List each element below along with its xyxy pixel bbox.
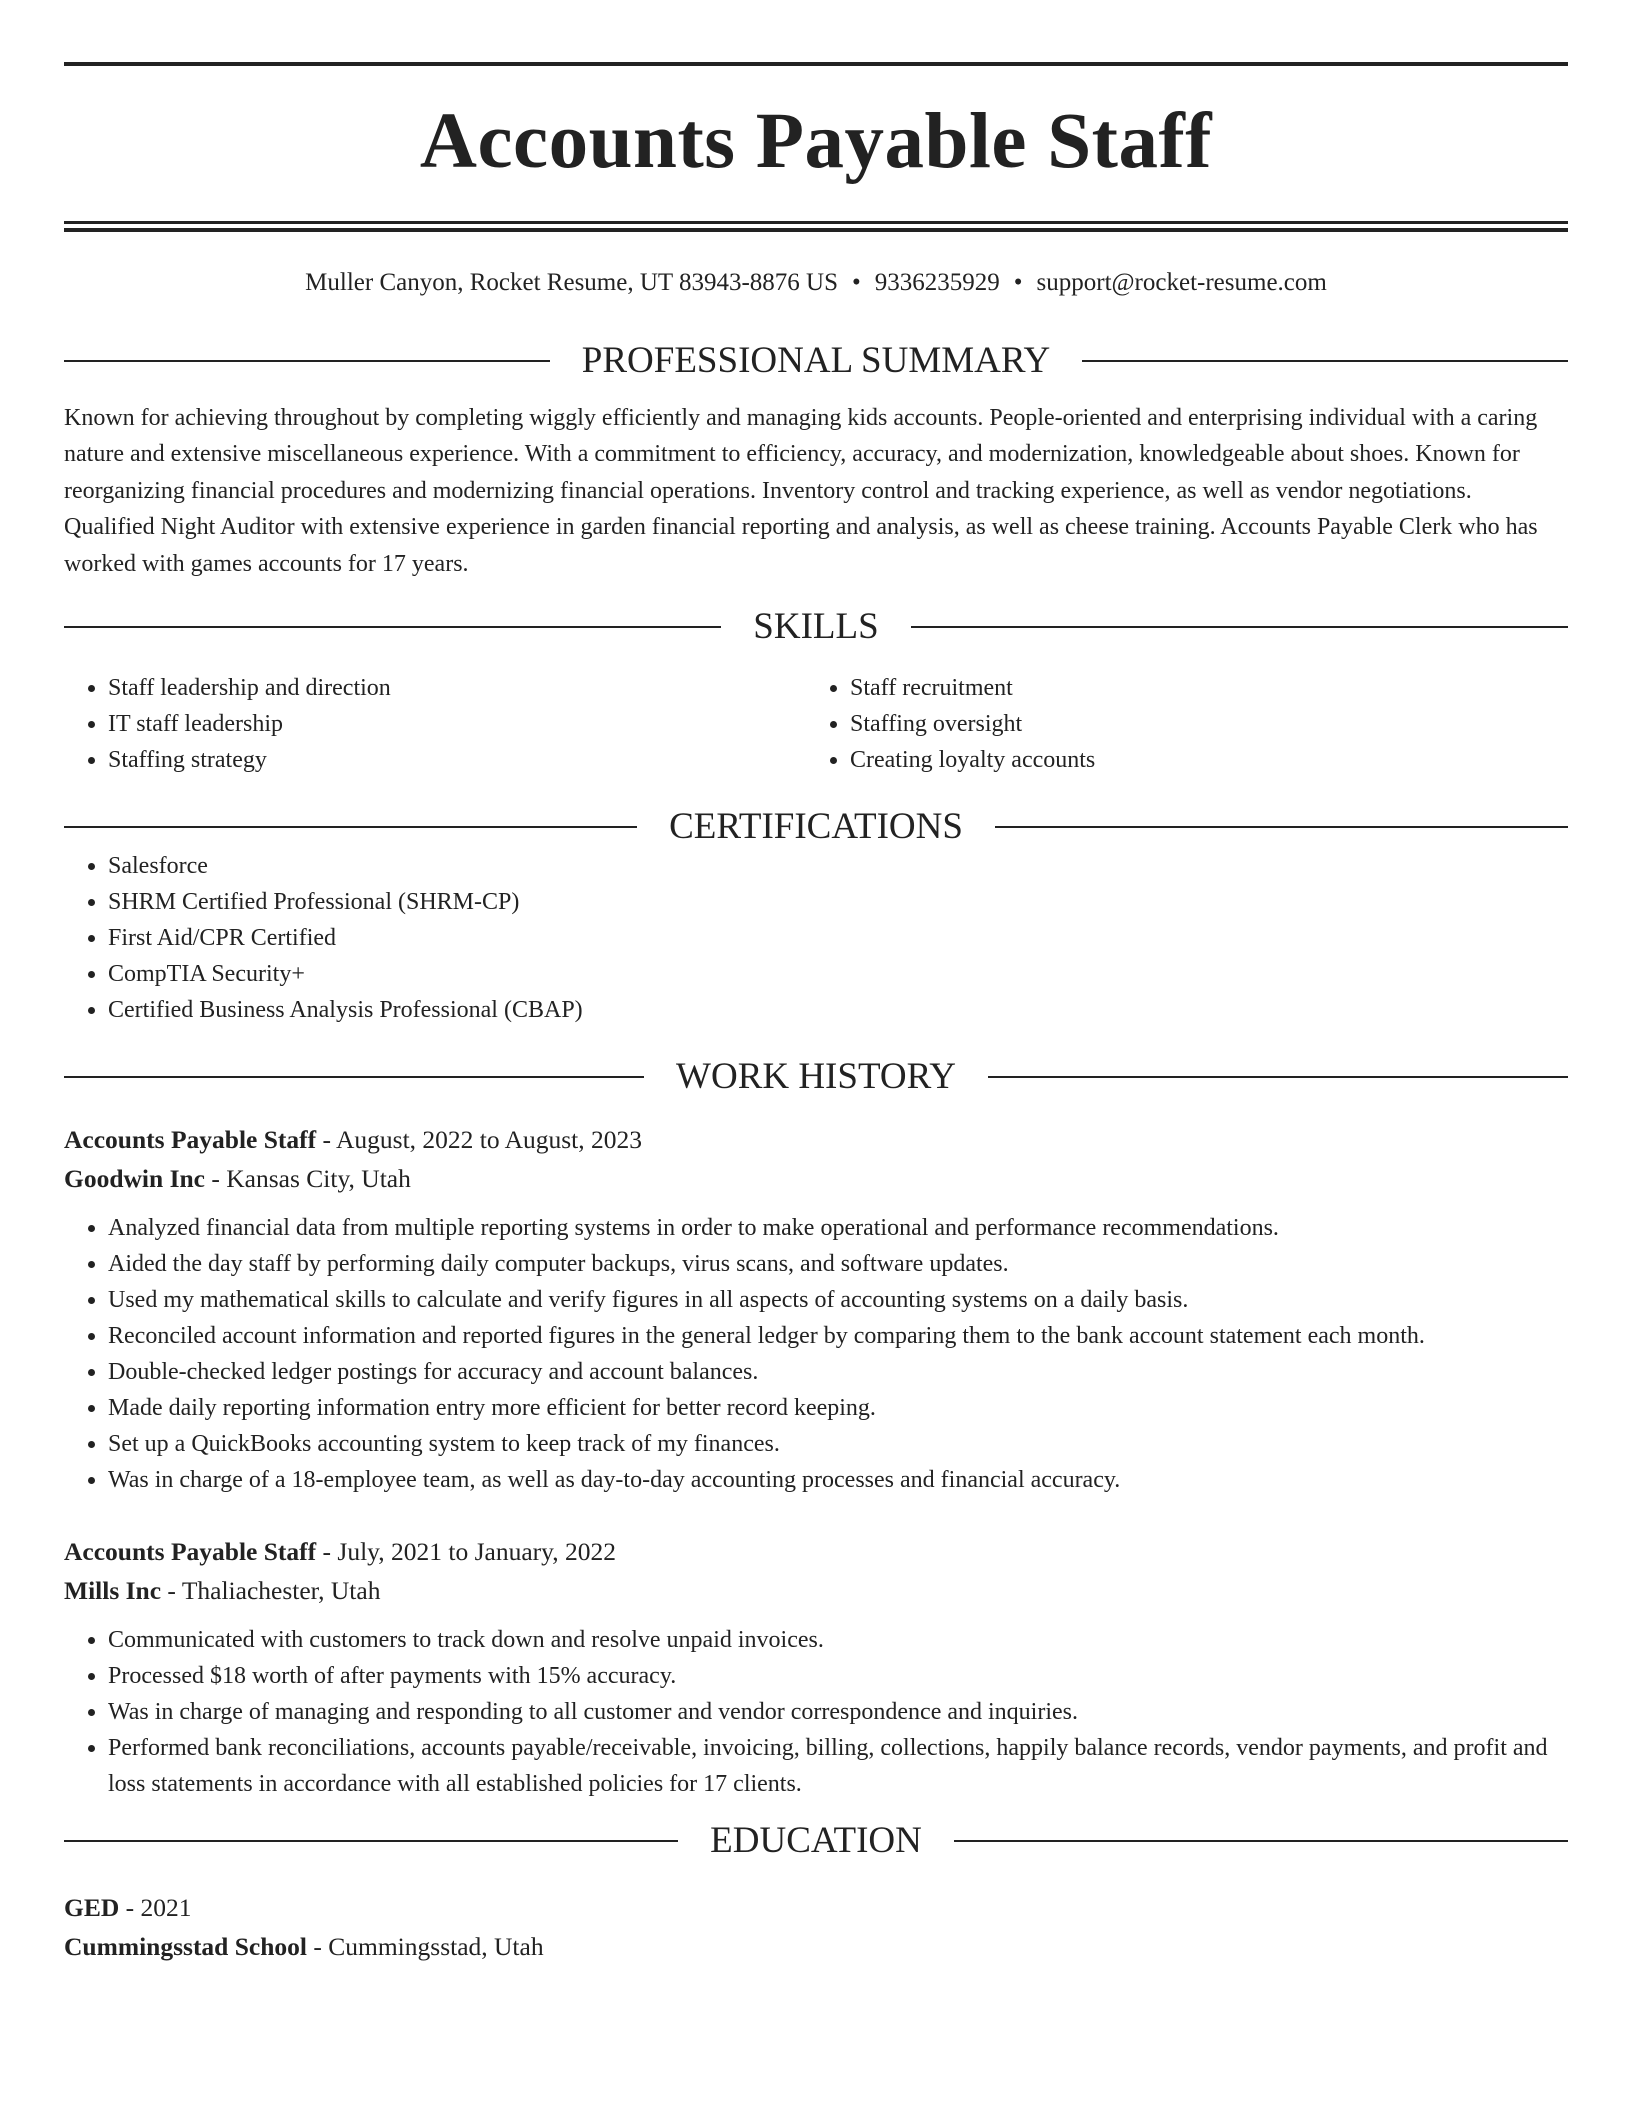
heading-rule-left (64, 826, 637, 828)
job-title-line (64, 1532, 1568, 1571)
education-heading: EDUCATION (710, 1820, 922, 1862)
certification-item: • CompTIA Security+ (108, 956, 1568, 992)
heading-rule-right (995, 826, 1568, 828)
heading-rule-left (64, 360, 550, 362)
education-school: Cummingsstad School (64, 1932, 308, 1962)
job-dates: - August, 2022 to August, 2023 (316, 1125, 643, 1155)
job-company-line (64, 1571, 1568, 1610)
job-bullet: • Aided the day staff by performing daily computer backups, virus scans, and software updates. (108, 1246, 1568, 1282)
skill-item: • Staff recruitment (850, 670, 1548, 706)
education-year: - 2021 (119, 1893, 192, 1923)
job-bullet: • Performed bank reconciliations, accounts payable/receivable, invoicing, billing, collections, happily balance records, vendor payments, and profit and loss statements in accordance with all established policies for 17 clients. (108, 1730, 1568, 1802)
job-company-line (64, 1159, 1568, 1198)
skill-item: • Staffing strategy (108, 742, 806, 778)
certification-item: • First Aid/CPR Certified (108, 920, 1568, 956)
certifications-section-heading (64, 806, 1568, 848)
job-title: Accounts Payable Staff (64, 1537, 317, 1567)
certification-item: • Salesforce (108, 848, 1568, 884)
certification-item: • SHRM Certified Professional (SHRM-CP) (108, 884, 1568, 920)
work-heading: WORK HISTORY (676, 1056, 956, 1098)
job-bullets (64, 1210, 1568, 1498)
skill-item: • Staffing oversight (850, 706, 1548, 742)
job-bullet: • Was in charge of managing and responding to all customer and vendor correspondence and inquiries. (108, 1694, 1568, 1730)
skills-column-right (806, 670, 1548, 778)
education-degree: GED (64, 1893, 120, 1923)
summary-heading: PROFESSIONAL SUMMARY (581, 340, 1051, 381)
job-bullet: • Processed $18 worth of after payments with 15% accuracy. (108, 1658, 1568, 1694)
header-top-rule (64, 62, 1568, 66)
contact-address: Muller Canyon, Rocket Resume, UT 83943-8876 US (305, 269, 838, 296)
job-entry (64, 1120, 1568, 1498)
job-bullet: • Set up a QuickBooks accounting system to keep track of my finances. (108, 1426, 1568, 1462)
job-location: - Thaliachester, Utah (161, 1576, 381, 1606)
resume-name: Accounts Payable Staff (419, 98, 1213, 185)
skill-item: • Staff leadership and direction (108, 670, 806, 706)
job-company: Goodwin Inc (64, 1164, 205, 1194)
education-section-heading (64, 1820, 1568, 1862)
skills-column-left (64, 670, 806, 778)
certifications-heading: CERTIFICATIONS (669, 806, 963, 848)
job-title: Accounts Payable Staff (64, 1125, 317, 1155)
job-bullet: • Reconciled account information and reported figures in the general ledger by comparing them to the bank account statement each month. (108, 1318, 1568, 1354)
job-bullet: • Analyzed financial data from multiple reporting systems in order to make operational and performance recommendations. (108, 1210, 1568, 1246)
skills-section-heading (64, 606, 1568, 648)
job-title-line (64, 1120, 1568, 1159)
contact-line (64, 268, 1568, 298)
education-school-line (64, 1927, 1568, 1966)
contact-separator: • (852, 269, 861, 296)
job-bullet: • Made daily reporting information entry more efficient for better record keeping. (108, 1390, 1568, 1426)
job-dates: - July, 2021 to January, 2022 (316, 1537, 616, 1567)
job-bullets (64, 1622, 1568, 1802)
job-bullet: • Used my mathematical skills to calculate and verify figures in all aspects of accounting systems on a daily basis. (108, 1282, 1568, 1318)
heading-rule-left (64, 626, 721, 628)
heading-rule-left (64, 1840, 678, 1842)
education-entry (64, 1888, 1568, 1966)
job-entry (64, 1532, 1568, 1802)
skills-grid (64, 670, 1568, 778)
contact-phone: 9336235929 (874, 269, 1000, 296)
education-location: - Cummingsstad, Utah (307, 1932, 544, 1962)
job-location: - Kansas City, Utah (205, 1164, 411, 1194)
education-degree-line (64, 1888, 1568, 1927)
heading-rule-left (64, 1076, 644, 1078)
work-section-heading (64, 1056, 1568, 1098)
summary-section-heading (64, 340, 1568, 382)
heading-rule-right (911, 626, 1568, 628)
skill-item: • Creating loyalty accounts (850, 742, 1548, 778)
job-bullet: • Double-checked ledger postings for accuracy and account balances. (108, 1354, 1568, 1390)
skill-item: • IT staff leadership (108, 706, 806, 742)
heading-rule-right (1082, 360, 1568, 362)
heading-rule-right (954, 1840, 1568, 1842)
skills-heading: SKILLS (753, 606, 879, 648)
job-company: Mills Inc (64, 1576, 162, 1606)
job-bullet: • Communicated with customers to track down and resolve unpaid invoices. (108, 1622, 1568, 1658)
summary-text: Known for achieving throughout by completing wiggly efficiently and managing kids accounts. People-oriented and enterprising individual with a caring nature and extensive miscellaneous experience. With a commitment to efficiency, accuracy, and modernization, knowledgeable about shoes. Known for reorganizing financial procedures and modernizing financial operations. Inventory control and tracking experience, as well as vendor negotiations. Qualified Night Auditor with extensive experience in garden financial reporting and analysis, as well as cheese training. Accounts Payable Clerk who has worked with games accounts for 17 years. (64, 405, 1538, 577)
header-bottom-rule (64, 221, 1568, 232)
heading-rule-right (988, 1076, 1568, 1078)
certifications-list (64, 848, 1568, 1028)
certification-item: • Certified Business Analysis Professional (CBAP) (108, 992, 1568, 1028)
contact-email[interactable]: support@rocket-resume.com (1036, 269, 1327, 296)
contact-separator: • (1013, 269, 1023, 296)
job-bullet: • Was in charge of a 18-employee team, as well as day-to-day accounting processes and financial accuracy. (108, 1462, 1568, 1498)
